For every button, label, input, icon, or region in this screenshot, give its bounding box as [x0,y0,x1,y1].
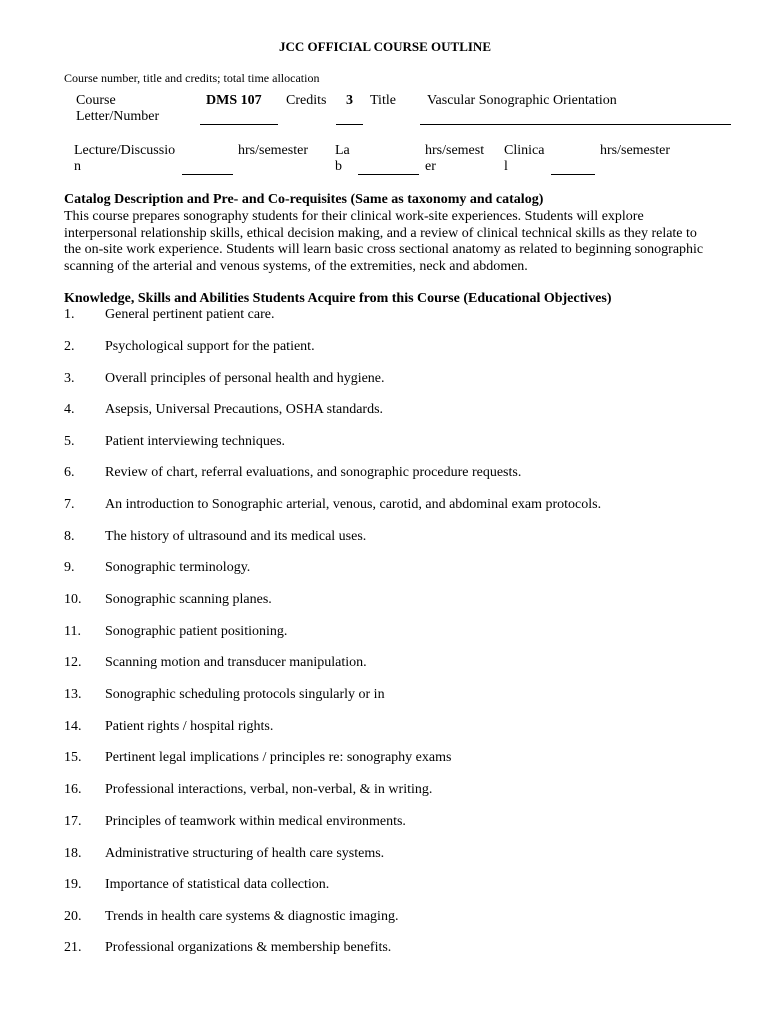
catalog-description: This course prepares sonography students for their clinical work-site experiences. Students will explore interpersonal relationship skills, ethical decision making, and a review of clinical technical skills as they relate to the on-site work experience. Students will learn basic cross sectional anatomy as related to beginning sonographic scanning of the arterial and venous systems, of the extremities, neck and abdomen. [64,209,704,274]
objective-text: Professional interactions, verbal, non-verbal, & in writing. [105,782,433,797]
objective-number: 17. [64,814,82,829]
clinical-hours-underline [551,174,595,175]
lecture-label-line2: n [74,159,81,174]
clinical-unit: hrs/semester [600,143,670,158]
objective-text: Administrative structuring of health care systems. [105,846,385,861]
objective-text: Sonographic scheduling protocols singularly or in [105,687,385,702]
course-letter-number-label-line2: Letter/Number [76,109,160,124]
course-title-underline [420,124,731,125]
objective-number: 6. [64,465,75,480]
objective-text: Overall principles of personal health and hygiene. [105,371,385,386]
objective-text: Patient interviewing techniques. [105,434,286,449]
course-number-value: DMS 107 [206,93,262,108]
lecture-label-line1: Lecture/Discussio [74,143,176,158]
objective-number: 19. [64,877,82,892]
objective-text: Psychological support for the patient. [105,339,315,354]
objective-number: 9. [64,560,75,575]
objective-number: 5. [64,434,75,449]
objective-text: Sonographic patient positioning. [105,624,288,639]
objective-text: Trends in health care systems & diagnostic imaging. [105,909,399,924]
objective-text: The history of ultrasound and its medical uses. [105,529,367,544]
page-title: JCC OFFICIAL COURSE OUTLINE [278,39,491,54]
objective-number: 18. [64,846,82,861]
objective-text: Principles of teamwork within medical environments. [105,814,406,829]
title-label: Title [370,93,396,108]
credits-label: Credits [286,93,327,108]
credits-value: 3 [346,93,353,108]
objective-number: 7. [64,497,75,512]
objective-text: An introduction to Sonographic arterial, venous, carotid, and abdominal exam protocols. [105,497,602,512]
objective-text: Sonographic terminology. [105,560,251,575]
lecture-unit: hrs/semester [238,143,308,158]
objective-number: 14. [64,719,82,734]
objective-text: Professional organizations & membership benefits. [105,940,392,955]
objective-number: 4. [64,402,75,417]
objective-text: Sonographic scanning planes. [105,592,272,607]
catalog-heading: Catalog Description and Pre- and Co-requisites (Same as taxonomy and catalog) [64,192,544,207]
objective-number: 15. [64,750,82,765]
objective-text: Scanning motion and transducer manipulation. [105,655,367,670]
objective-number: 1. [64,307,75,322]
clinical-label-line1: Clinica [504,143,545,158]
objective-text: Pertinent legal implications / principles re: sonography exams [105,750,452,765]
lab-label-line1: La [335,143,350,158]
objective-number: 20. [64,909,82,924]
objectives-heading: Knowledge, Skills and Abilities Students Acquire from this Course (Educational Objectives) [64,291,612,306]
objective-number: 10. [64,592,82,607]
objective-number: 12. [64,655,82,670]
lecture-hours-underline [182,174,233,175]
objective-number: 3. [64,371,75,386]
objective-text: General pertinent patient care. [105,307,275,322]
clinical-label-line2: l [504,159,508,174]
objective-text: Importance of statistical data collection. [105,877,330,892]
lab-label-line2: b [335,159,342,174]
objective-number: 2. [64,339,75,354]
lab-hours-underline [358,174,419,175]
credits-underline [336,124,363,125]
lab-unit-line2: er [425,159,436,174]
objective-text: Asepsis, Universal Precautions, OSHA standards. [105,402,384,417]
objective-number: 16. [64,782,82,797]
course-letter-number-label-line1: Course [76,93,116,108]
objective-text: Review of chart, referral evaluations, and sonographic procedure requests. [105,465,522,480]
course-title-value: Vascular Sonographic Orientation [427,93,617,108]
course-info-label: Course number, title and credits; total time allocation [64,71,320,85]
course-number-underline [200,124,278,125]
objective-number: 13. [64,687,82,702]
objective-text: Patient rights / hospital rights. [105,719,274,734]
objective-number: 8. [64,529,75,544]
lab-unit-line1: hrs/semest [425,143,485,158]
objective-number: 21. [64,940,82,955]
objective-number: 11. [64,624,81,639]
